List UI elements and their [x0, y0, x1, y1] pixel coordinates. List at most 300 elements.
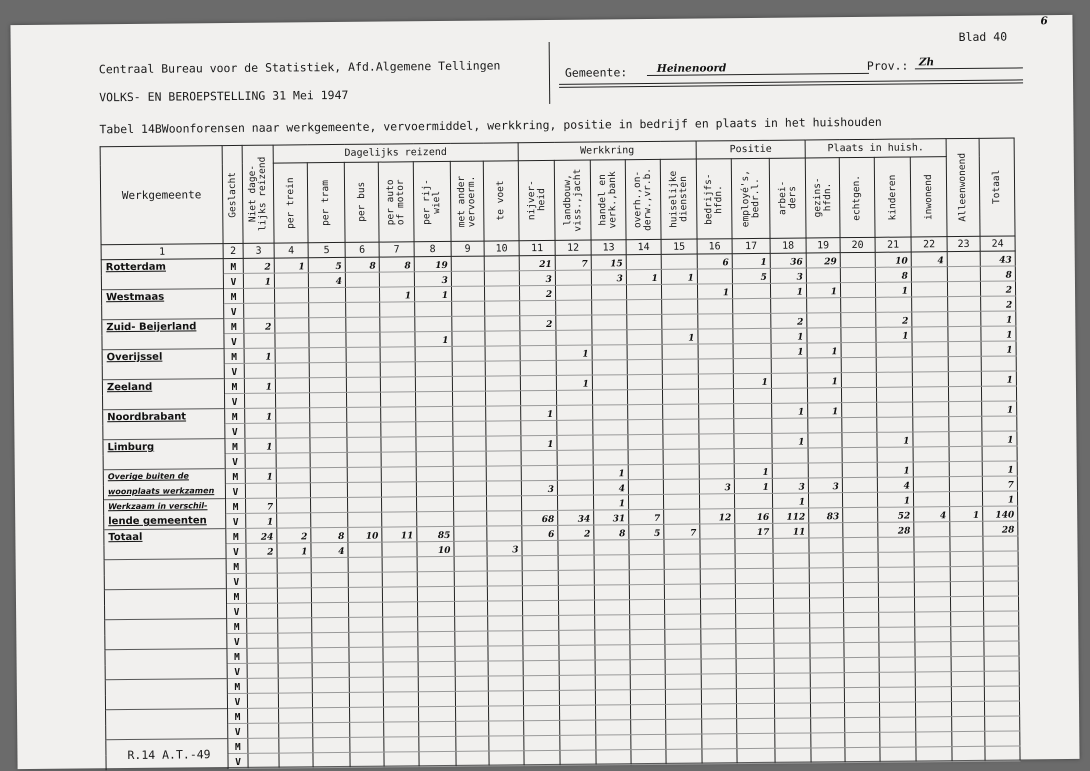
value-cell [878, 582, 914, 597]
col-header-10 [483, 161, 519, 241]
werkgemeente-cell [105, 649, 227, 665]
value-cell [277, 558, 311, 573]
value-cell [698, 329, 733, 344]
value-cell [416, 466, 453, 481]
value-cell [247, 648, 278, 663]
value-cell [774, 688, 810, 703]
group-werkkring: Werkkring [518, 141, 696, 161]
value-cell [381, 467, 416, 482]
value-cell: 1 [662, 329, 698, 344]
value-cell [557, 435, 593, 450]
value-cell: 1 [414, 286, 451, 301]
value-cell [383, 647, 418, 662]
value-cell [346, 392, 380, 407]
value-cell [488, 661, 523, 676]
value-cell [384, 752, 419, 767]
col-header-5 [307, 162, 345, 242]
value-cell [380, 347, 415, 362]
werkgemeente-name: Limburg [107, 441, 155, 453]
value-cell [593, 450, 628, 465]
value-cell [665, 614, 701, 629]
col-header-6 [344, 162, 379, 242]
col-number: 23 [947, 236, 980, 251]
value-cell [842, 402, 877, 417]
value-cell: 1 [877, 492, 913, 507]
value-cell [311, 572, 348, 587]
census-title: VOLKS- EN BEROEPSTELLING 31 Mei 1947 [99, 87, 349, 105]
col-label: echtgen. [850, 174, 863, 221]
value-cell [626, 284, 661, 299]
value-cell [347, 452, 381, 467]
werkgemeente-cell [106, 709, 228, 725]
value-cell [485, 361, 520, 376]
value-cell [594, 570, 629, 585]
value-cell: 3 [521, 480, 557, 495]
value-cell [347, 407, 381, 422]
value-cell [984, 656, 1019, 671]
value-cell [733, 328, 771, 343]
geslacht-cell: M [226, 558, 246, 573]
value-cell [984, 626, 1019, 641]
value-cell [452, 361, 485, 376]
value-cell: 4 [308, 272, 345, 287]
col-number: 11 [519, 240, 555, 255]
value-cell [555, 270, 591, 285]
value-cell [523, 675, 559, 690]
col-number: 3 [243, 243, 274, 258]
value-cell [807, 313, 841, 328]
value-cell [311, 587, 348, 602]
value-cell [701, 644, 736, 659]
value-cell [698, 344, 733, 359]
value-cell [841, 357, 876, 372]
value-cell [665, 674, 701, 689]
geslacht-cell: V [224, 303, 244, 318]
value-cell: 1 [243, 273, 274, 288]
value-cell [312, 602, 349, 617]
value-cell: 28 [878, 522, 914, 537]
value-cell [700, 554, 735, 569]
value-cell: 7 [664, 524, 700, 539]
value-cell [311, 512, 348, 527]
value-cell [809, 553, 843, 568]
value-cell [521, 450, 557, 465]
value-cell [520, 390, 556, 405]
werkgemeente-cell [102, 319, 224, 335]
value-cell: 3 [770, 268, 806, 283]
value-cell [735, 598, 773, 613]
value-cell [559, 630, 595, 645]
geslacht-cell: M [225, 408, 245, 423]
value-cell [485, 331, 520, 346]
value-cell [811, 733, 845, 748]
value-cell [734, 433, 772, 448]
value-cell [663, 449, 699, 464]
geslacht-cell: V [226, 513, 246, 528]
werkgemeente-name: woonplaats werkzamen [107, 485, 215, 496]
geslacht-cell: M [227, 618, 247, 633]
geslacht-cell: V [227, 633, 247, 648]
value-cell: 4 [311, 542, 348, 557]
value-cell [916, 747, 952, 762]
value-cell [913, 447, 949, 462]
value-cell [416, 496, 453, 511]
value-cell [981, 356, 1016, 371]
value-cell: 1 [770, 283, 806, 298]
value-cell: 29 [806, 253, 840, 268]
geslacht-cell: M [227, 648, 247, 663]
value-cell [489, 751, 524, 766]
col-label: landbouw, viss.,jacht [561, 168, 583, 232]
value-cell: 52 [878, 507, 914, 522]
value-cell [912, 357, 948, 372]
value-cell: 11 [773, 523, 809, 538]
value-cell [276, 483, 310, 498]
value-cell [380, 377, 415, 392]
value-cell: 31 [594, 510, 629, 525]
value-cell [773, 538, 809, 553]
value-cell [349, 662, 383, 677]
value-cell [559, 675, 595, 690]
value-cell [775, 718, 811, 733]
value-cell [698, 374, 733, 389]
value-cell [275, 348, 309, 363]
value-cell: 36 [770, 253, 806, 268]
value-cell [665, 644, 701, 659]
value-cell [737, 718, 775, 733]
value-cell [809, 598, 843, 613]
value-cell [557, 480, 593, 495]
value-cell: 1 [807, 343, 841, 358]
value-cell [699, 464, 734, 479]
value-cell [313, 752, 350, 767]
value-cell [629, 539, 664, 554]
value-cell [313, 737, 350, 752]
geslacht-cell: M [224, 318, 244, 333]
value-cell [913, 462, 949, 477]
geslacht-cell: V [227, 663, 247, 678]
value-cell [630, 689, 665, 704]
werkgemeente-name: Rotterdam [105, 261, 167, 273]
value-cell [841, 327, 876, 342]
value-cell [774, 613, 810, 628]
value-cell [845, 747, 880, 762]
value-cell [665, 629, 701, 644]
value-cell [522, 585, 558, 600]
value-cell [698, 314, 733, 329]
value-cell [627, 299, 662, 314]
werkgemeente-name: Westmaas [106, 291, 165, 303]
value-cell [809, 568, 843, 583]
value-cell [879, 687, 915, 702]
value-cell: 140 [983, 506, 1018, 521]
value-cell [245, 483, 276, 498]
value-cell [279, 708, 313, 723]
col-header-3 [242, 145, 274, 243]
werkgemeente-name: Zeeland [106, 381, 153, 393]
value-cell [733, 358, 771, 373]
value-cell [594, 585, 629, 600]
col-number: 18 [770, 238, 806, 253]
value-cell [310, 422, 347, 437]
value-cell [702, 719, 737, 734]
col-header-8 [413, 161, 451, 241]
value-cell [454, 586, 487, 601]
gemeente-label: Gemeente: [564, 65, 628, 80]
value-cell [275, 333, 309, 348]
werkgemeente-cell [105, 634, 227, 650]
value-cell: 1 [877, 432, 913, 447]
value-cell [349, 632, 383, 647]
value-cell [736, 643, 774, 658]
value-cell [276, 453, 310, 468]
value-cell [950, 596, 983, 611]
value-cell [912, 327, 948, 342]
werkgemeente-cell [101, 259, 223, 275]
value-cell [595, 645, 630, 660]
value-cell [914, 567, 950, 582]
value-cell: 1 [521, 405, 557, 420]
value-cell [809, 538, 843, 553]
value-cell [772, 418, 808, 433]
value-cell [774, 703, 810, 718]
value-cell [244, 333, 275, 348]
value-cell [810, 703, 844, 718]
value-cell [594, 540, 629, 555]
value-cell: 3 [487, 541, 522, 556]
value-cell [560, 720, 596, 735]
value-cell: 1 [771, 343, 807, 358]
value-cell [246, 558, 277, 573]
value-cell [348, 512, 382, 527]
value-cell [415, 391, 452, 406]
geslacht-cell: V [227, 603, 247, 618]
value-cell [592, 315, 627, 330]
value-cell [419, 751, 456, 766]
value-cell [247, 678, 278, 693]
value-cell [842, 492, 877, 507]
value-cell [350, 737, 384, 752]
value-cell [663, 404, 699, 419]
value-cell: 2 [277, 528, 311, 543]
col-header-24 [979, 138, 1015, 236]
value-cell [914, 582, 950, 597]
value-cell: 15 [591, 255, 626, 270]
geslacht-cell: M [227, 678, 247, 693]
value-cell [775, 733, 811, 748]
geslacht-cell: V [224, 363, 244, 378]
value-cell [843, 537, 878, 552]
value-cell [810, 628, 844, 643]
value-cell [557, 495, 593, 510]
value-cell: 2 [981, 296, 1016, 311]
value-cell [346, 332, 380, 347]
value-cell: 4 [593, 480, 628, 495]
value-cell [985, 731, 1020, 746]
value-cell: 6 [522, 525, 558, 540]
col-header-17 [731, 158, 770, 238]
value-cell [418, 616, 455, 631]
value-cell: 1 [982, 461, 1017, 476]
value-cell [277, 588, 311, 603]
value-cell [663, 479, 699, 494]
value-cell: 1 [981, 311, 1016, 326]
value-cell [592, 360, 627, 375]
col-number: 15 [661, 239, 697, 254]
header-divider [549, 42, 551, 104]
value-cell [699, 434, 734, 449]
value-cell [383, 662, 418, 677]
value-cell [350, 707, 384, 722]
value-cell [592, 330, 627, 345]
value-cell [666, 704, 702, 719]
value-cell [734, 418, 772, 433]
value-cell [732, 283, 770, 298]
value-cell [949, 431, 982, 446]
col-number: 9 [451, 241, 484, 256]
value-cell [311, 557, 348, 572]
value-cell: 3 [414, 271, 451, 286]
col-label: nijver- heid [525, 180, 547, 221]
value-cell [843, 567, 878, 582]
value-cell [486, 451, 521, 466]
value-cell [419, 736, 456, 751]
prov-value: Zh [915, 55, 1023, 69]
value-cell [556, 300, 592, 315]
value-cell [349, 602, 383, 617]
value-cell [948, 356, 981, 371]
value-cell: 1 [981, 341, 1016, 356]
value-cell [274, 273, 308, 288]
value-cell [556, 330, 592, 345]
value-cell [630, 614, 665, 629]
value-cell [415, 316, 452, 331]
value-cell [522, 570, 558, 585]
werkgemeente-cell [103, 454, 225, 470]
value-cell [736, 688, 774, 703]
value-cell [312, 692, 349, 707]
value-cell: 1 [521, 435, 557, 450]
value-cell [486, 421, 521, 436]
value-cell [487, 556, 522, 571]
forensen-table [100, 137, 1021, 770]
value-cell [950, 566, 983, 581]
value-cell [418, 601, 455, 616]
value-cell [876, 342, 912, 357]
value-cell [665, 659, 701, 674]
col-label: overh.,on- derw.,vr.b. [631, 167, 654, 232]
value-cell [309, 362, 346, 377]
value-cell [912, 297, 948, 312]
value-cell [349, 692, 383, 707]
value-cell [981, 386, 1016, 401]
value-cell [556, 315, 592, 330]
value-cell [523, 660, 559, 675]
value-cell [664, 509, 700, 524]
value-cell [840, 252, 875, 267]
value-cell [383, 692, 418, 707]
col-number: 19 [806, 238, 840, 253]
werkgemeente-cell [102, 379, 224, 395]
value-cell [841, 387, 876, 402]
value-cell: 1 [556, 345, 592, 360]
value-cell [627, 344, 662, 359]
werkgemeente-name: lende gemeenten [108, 515, 207, 528]
value-cell [485, 391, 520, 406]
value-cell [415, 301, 452, 316]
value-cell [312, 677, 349, 692]
col-label: huiselijke diensten [667, 170, 689, 228]
value-cell [843, 507, 878, 522]
value-cell [488, 631, 523, 646]
col-number: 20 [840, 237, 875, 252]
value-cell [628, 404, 663, 419]
value-cell [737, 733, 775, 748]
value-cell [774, 643, 810, 658]
value-cell [951, 671, 984, 686]
value-cell [345, 287, 379, 302]
value-cell [915, 672, 951, 687]
werkgemeente-name: Overijssel [106, 351, 163, 363]
value-cell [699, 419, 734, 434]
value-cell [278, 603, 312, 618]
value-cell: 12 [700, 509, 735, 524]
value-cell [384, 722, 419, 737]
value-cell [841, 297, 876, 312]
value-cell [416, 481, 453, 496]
value-cell [733, 388, 771, 403]
value-cell [948, 326, 981, 341]
value-cell [524, 705, 560, 720]
geslacht-cell: M [226, 588, 246, 603]
value-cell [949, 476, 982, 491]
value-cell: 34 [558, 510, 594, 525]
value-cell [417, 556, 454, 571]
werkgemeente-cell [105, 619, 227, 635]
value-cell [348, 587, 382, 602]
werkgemeente-cell [106, 724, 228, 740]
value-cell [556, 390, 592, 405]
value-cell [275, 303, 309, 318]
value-cell [559, 660, 595, 675]
value-cell [381, 482, 416, 497]
geslacht-cell: V [223, 273, 243, 288]
col-label: per tram [319, 179, 332, 226]
value-cell: 8 [594, 525, 629, 540]
value-cell [844, 687, 879, 702]
value-cell [948, 341, 981, 356]
value-cell [275, 318, 309, 333]
value-cell [275, 363, 309, 378]
value-cell [451, 271, 484, 286]
value-cell [845, 717, 880, 732]
value-cell [698, 299, 733, 314]
value-cell [485, 346, 520, 361]
value-cell [811, 718, 845, 733]
value-cell [666, 719, 702, 734]
value-cell [842, 462, 877, 477]
value-cell [628, 419, 663, 434]
value-cell [382, 572, 417, 587]
geslacht-cell: M [225, 468, 245, 483]
value-cell [984, 641, 1019, 656]
value-cell [278, 693, 312, 708]
value-cell [453, 451, 486, 466]
value-cell [949, 491, 982, 506]
value-cell [488, 646, 523, 661]
value-cell [914, 597, 950, 612]
value-cell [348, 542, 382, 557]
